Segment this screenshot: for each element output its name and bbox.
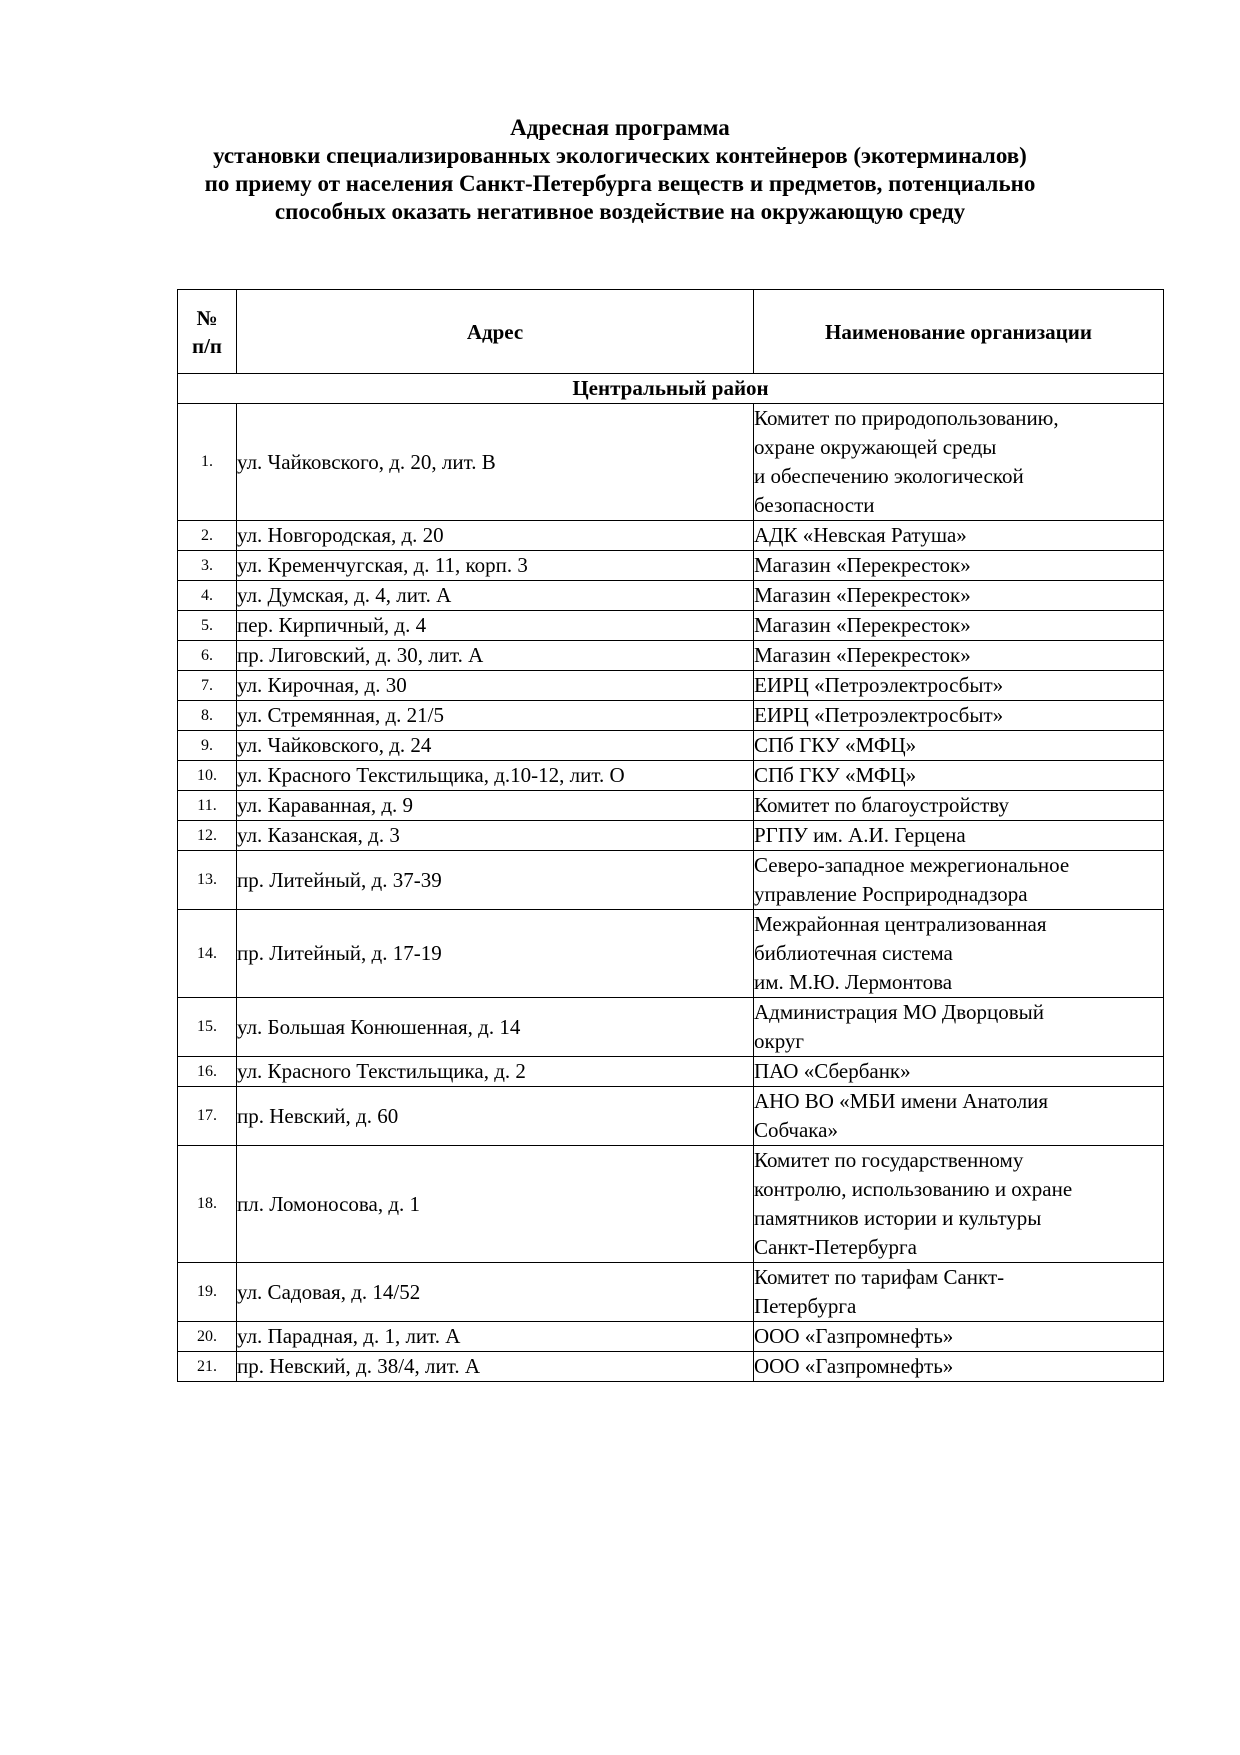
table-row (178, 404, 1164, 521)
row-organization (754, 671, 1164, 701)
table-row (178, 641, 1164, 671)
row-address: пр. Невский, д. 38/4, лит. А (237, 1352, 754, 1382)
table-row (178, 851, 1164, 910)
row-organization (754, 521, 1164, 551)
table-row (178, 611, 1164, 641)
row-organization (754, 581, 1164, 611)
table-row (178, 731, 1164, 761)
row-organization (754, 1352, 1164, 1382)
organization-line: Комитет по тарифам Санкт- (754, 1265, 1005, 1289)
organization-line: Санкт-Петербурга (754, 1235, 917, 1259)
header-number-line-2: п/п (191, 333, 223, 358)
table-row (178, 1322, 1164, 1352)
row-address: ул. Большая Конюшенная, д. 14 (237, 998, 754, 1057)
organization-line: Магазин «Перекресток» (754, 583, 971, 607)
organization-line: памятников истории и культуры (754, 1206, 1042, 1230)
row-number: 6. (178, 641, 237, 671)
row-address: ул. Чайковского, д. 20, лит. В (237, 404, 754, 521)
header-number-line-1: № (196, 305, 218, 330)
row-address: ул. Красного Текстильщика, д. 2 (237, 1057, 754, 1087)
organization-line: РГПУ им. А.И. Герцена (754, 823, 966, 847)
row-address: ул. Чайковского, д. 24 (237, 731, 754, 761)
row-address: ул. Красного Текстильщика, д.10-12, лит. О (237, 761, 754, 791)
organization-line: ЕИРЦ «Петроэлектросбыт» (754, 673, 1004, 697)
row-organization (754, 641, 1164, 671)
row-organization (754, 551, 1164, 581)
organization-line: ООО «Газпромнефть» (754, 1324, 954, 1348)
table-row (178, 998, 1164, 1057)
row-address: ул. Казанская, д. 3 (237, 821, 754, 851)
organization-line: округ (754, 1029, 805, 1053)
table-row (178, 551, 1164, 581)
organization-line: АДК «Невская Ратуша» (754, 523, 967, 547)
organization-line: Администрация МО Дворцовый (754, 1000, 1045, 1024)
row-organization (754, 761, 1164, 791)
organization-line: СПб ГКУ «МФЦ» (754, 763, 917, 787)
row-address: пл. Ломоносова, д. 1 (237, 1146, 754, 1263)
organization-line: Магазин «Перекресток» (754, 553, 971, 577)
organization-line: Комитет по государственному (754, 1148, 1024, 1172)
organization-line: Комитет по благоустройству (754, 793, 1009, 817)
row-number: 20. (178, 1322, 237, 1352)
row-address: ул. Кирочная, д. 30 (237, 671, 754, 701)
row-organization (754, 1087, 1164, 1146)
table-row (178, 821, 1164, 851)
row-number: 21. (178, 1352, 237, 1382)
row-organization (754, 1263, 1164, 1322)
table-row (178, 761, 1164, 791)
table-row (178, 1146, 1164, 1263)
table-row (178, 1263, 1164, 1322)
organization-line: и обеспечению экологической (754, 464, 1024, 488)
table-row (178, 671, 1164, 701)
row-address: ул. Парадная, д. 1, лит. А (237, 1322, 754, 1352)
organization-line: безопасности (754, 493, 875, 517)
header-number (178, 290, 237, 374)
organization-line: управление Росприроднадзора (754, 882, 1028, 906)
row-number: 19. (178, 1263, 237, 1322)
organization-line: библиотечная система (754, 941, 953, 965)
row-organization (754, 998, 1164, 1057)
row-number: 2. (178, 521, 237, 551)
row-address: пр. Литейный, д. 37-39 (237, 851, 754, 910)
organization-line: охране окружающей среды (754, 435, 997, 459)
organization-line: ООО «Газпромнефть» (754, 1354, 954, 1378)
organization-line: СПб ГКУ «МФЦ» (754, 733, 917, 757)
row-organization (754, 731, 1164, 761)
organization-line: Межрайонная централизованная (754, 912, 1047, 936)
row-address: ул. Садовая, д. 14/52 (237, 1263, 754, 1322)
row-organization (754, 851, 1164, 910)
organization-line: контролю, использованию и охране (754, 1177, 1073, 1201)
row-number: 10. (178, 761, 237, 791)
row-address: пр. Литейный, д. 17-19 (237, 910, 754, 998)
row-number: 3. (178, 551, 237, 581)
row-address: ул. Караванная, д. 9 (237, 791, 754, 821)
table-row (178, 581, 1164, 611)
district-name: Центральный район (178, 374, 1164, 404)
row-number: 8. (178, 701, 237, 731)
table-row (178, 701, 1164, 731)
table-row (178, 1352, 1164, 1382)
table-header-row (178, 290, 1164, 374)
row-number: 16. (178, 1057, 237, 1087)
header-organization: Наименование организации (754, 290, 1164, 374)
row-organization (754, 821, 1164, 851)
organization-line: АНО ВО «МБИ имени Анатолия (754, 1089, 1049, 1113)
organization-line: Собчака» (754, 1118, 838, 1142)
table-row (178, 1057, 1164, 1087)
organization-line: им. М.Ю. Лермонтова (754, 970, 953, 994)
row-address: пр. Невский, д. 60 (237, 1087, 754, 1146)
row-number: 9. (178, 731, 237, 761)
row-number: 4. (178, 581, 237, 611)
title-line-2: установки специализированных экологических контейнеров (экотерминалов) (213, 143, 1027, 168)
row-number: 18. (178, 1146, 237, 1263)
title-line-1: Адресная программа (510, 115, 730, 140)
row-address: ул. Кременчугская, д. 11, корп. 3 (237, 551, 754, 581)
organization-line: Комитет по природопользованию, (754, 406, 1059, 430)
row-organization (754, 404, 1164, 521)
row-number: 1. (178, 404, 237, 521)
header-address: Адрес (237, 290, 754, 374)
table-row (178, 791, 1164, 821)
row-organization (754, 1146, 1164, 1263)
row-address: ул. Новгородская, д. 20 (237, 521, 754, 551)
row-number: 5. (178, 611, 237, 641)
row-number: 17. (178, 1087, 237, 1146)
organization-line: ЕИРЦ «Петроэлектросбыт» (754, 703, 1004, 727)
row-organization (754, 791, 1164, 821)
row-organization (754, 1322, 1164, 1352)
row-number: 13. (178, 851, 237, 910)
district-row (178, 374, 1164, 404)
organization-line: Северо-западное межрегиональное (754, 853, 1070, 877)
title-line-4: способных оказать негативное воздействие на окружающую среду (274, 199, 966, 224)
row-number: 7. (178, 671, 237, 701)
title-line-3: по приему от населения Санкт-Петербурга веществ и предметов, потенциально (204, 171, 1036, 196)
row-organization (754, 701, 1164, 731)
table-row (178, 1087, 1164, 1146)
row-number: 15. (178, 998, 237, 1057)
row-number: 12. (178, 821, 237, 851)
organization-line: Магазин «Перекресток» (754, 613, 971, 637)
row-address: пр. Лиговский, д. 30, лит. А (237, 641, 754, 671)
document-title (0, 114, 1240, 226)
row-address: ул. Стремянная, д. 21/5 (237, 701, 754, 731)
row-address: пер. Кирпичный, д. 4 (237, 611, 754, 641)
row-number: 11. (178, 791, 237, 821)
row-number: 14. (178, 910, 237, 998)
row-address: ул. Думская, д. 4, лит. А (237, 581, 754, 611)
organization-line: Петербурга (754, 1294, 857, 1318)
table-row (178, 910, 1164, 998)
row-organization (754, 611, 1164, 641)
organization-line: Магазин «Перекресток» (754, 643, 971, 667)
row-organization (754, 1057, 1164, 1087)
address-table (177, 289, 1164, 1382)
table-row (178, 521, 1164, 551)
row-organization (754, 910, 1164, 998)
organization-line: ПАО «Сбербанк» (754, 1059, 911, 1083)
